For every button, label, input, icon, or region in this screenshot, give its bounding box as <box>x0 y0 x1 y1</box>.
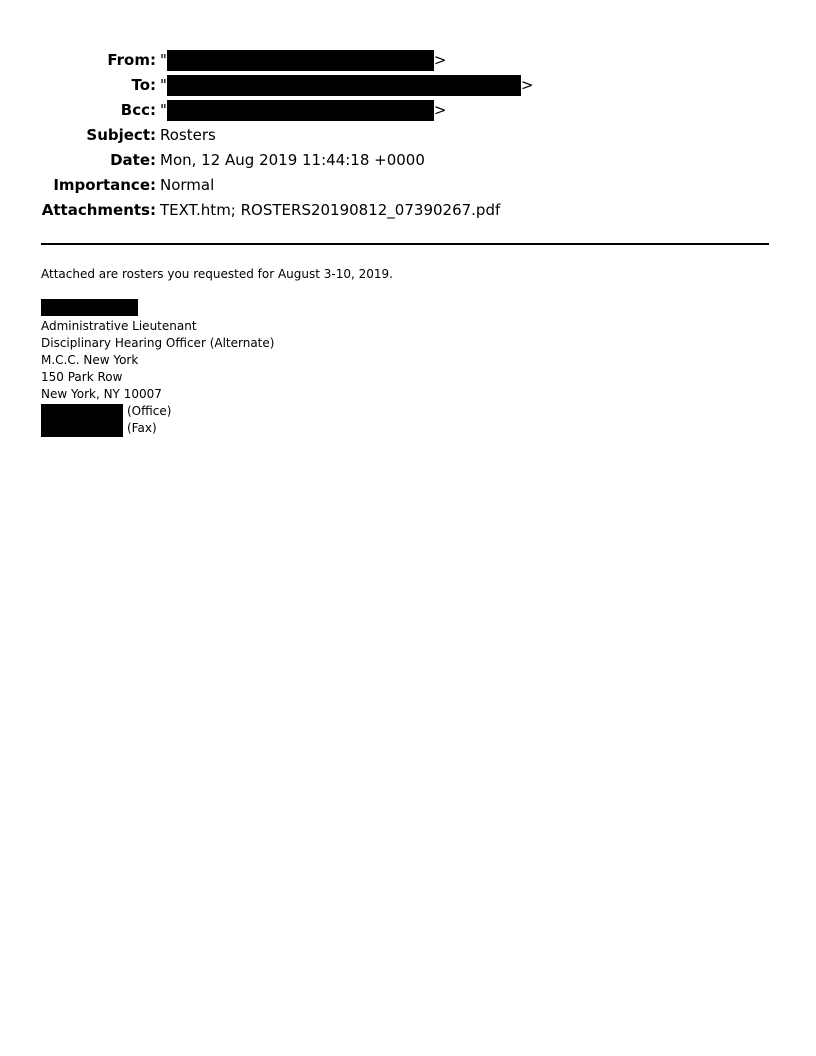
importance-label: Importance: <box>53 176 156 194</box>
phone-numbers-redaction <box>41 404 123 437</box>
signature-line: M.C.C. New York <box>41 353 139 367</box>
from-quote: " <box>160 51 167 69</box>
signature-line: Administrative Lieutenant <box>41 319 197 333</box>
from-redaction <box>167 50 434 71</box>
signature-line: New York, NY 10007 <box>41 387 162 401</box>
to-quote: " <box>160 76 167 94</box>
date-value: Mon, 12 Aug 2019 11:44:18 +0000 <box>160 151 425 169</box>
importance-value: Normal <box>160 176 215 194</box>
office-label: (Office) <box>127 404 172 418</box>
signature-line: 150 Park Row <box>41 370 123 384</box>
date-label: Date: <box>110 151 156 169</box>
to-suffix: > <box>520 76 534 94</box>
bcc-row <box>0 98 816 123</box>
to-value <box>160 73 533 98</box>
from-label: From: <box>107 51 156 69</box>
signature-block <box>41 318 274 403</box>
bcc-value <box>160 98 446 123</box>
date-row <box>0 148 816 173</box>
bcc-label: Bcc: <box>120 101 156 119</box>
attachments-row <box>0 198 816 223</box>
from-value <box>160 48 446 73</box>
from-suffix: > <box>433 51 447 69</box>
subject-label: Subject: <box>86 126 156 144</box>
to-label: To: <box>131 76 156 94</box>
importance-row <box>0 173 816 198</box>
to-row <box>0 73 816 98</box>
to-redaction <box>167 75 521 96</box>
bcc-redaction <box>167 100 434 121</box>
bcc-suffix: > <box>433 101 447 119</box>
subject-row <box>0 123 816 148</box>
email-header <box>0 48 816 223</box>
attachments-value: TEXT.htm; ROSTERS20190812_07390267.pdf <box>160 201 501 219</box>
subject-value: Rosters <box>160 126 216 144</box>
attachments-label: Attachments: <box>41 201 156 219</box>
signature-line: Disciplinary Hearing Officer (Alternate) <box>41 336 275 350</box>
message-body: Attached are rosters you requested for August 3-10, 2019. <box>41 267 393 281</box>
bcc-quote: " <box>160 101 167 119</box>
signature-name-redaction <box>41 299 138 316</box>
fax-label: (Fax) <box>127 421 157 435</box>
header-divider <box>41 243 769 245</box>
from-row <box>0 48 816 73</box>
